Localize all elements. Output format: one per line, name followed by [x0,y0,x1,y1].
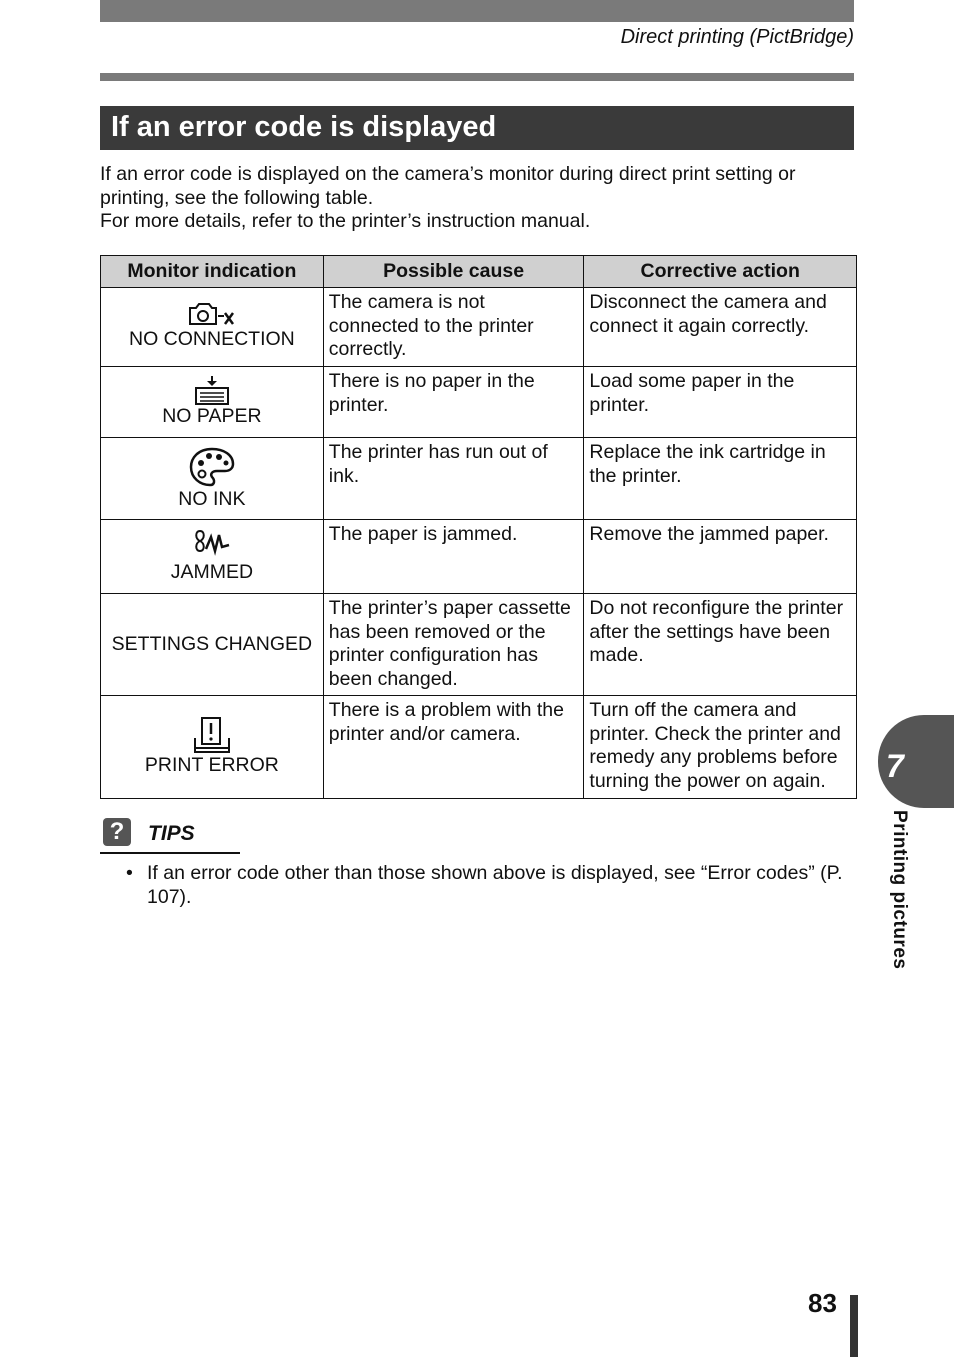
bullet-marker: • [126,862,133,884]
chapter-side-label: Printing pictures [889,810,910,970]
intro-text [100,163,860,234]
ink-palette-icon [188,446,236,488]
cause-cell: The camera is not connected to the printer correctly. [323,288,584,367]
table-row [101,438,857,520]
indication-label: NO PAPER [162,405,262,428]
paper-jam-icon [192,529,232,561]
monitor-indication-cell [101,520,324,594]
paper-tray-icon [192,375,232,405]
action-cell: Remove the jammed paper. [584,520,857,594]
tips-question-icon: ? [103,818,131,846]
monitor-indication-cell [101,594,324,696]
indication-label: SETTINGS CHANGED [111,632,313,655]
action-cell: Replace the ink cartridge in the printer. [584,438,857,520]
title-bar [100,106,854,150]
cause-cell: The printer has run out of ink. [323,438,584,520]
monitor-indication-cell [101,696,324,799]
action-cell: Do not reconfigure the printer after the settings have been made. [584,594,857,696]
camera-disconnected-icon [188,302,236,328]
chapter-number: 7 [886,748,904,784]
monitor-indication-cell [101,288,324,367]
section-label: Direct printing (PictBridge) [620,26,854,48]
page-number-bar [850,1295,858,1357]
action-cell: Disconnect the camera and connect it again correctly. [584,288,857,367]
printer-error-icon [192,716,232,754]
indication-label: JAMMED [170,560,254,583]
column-header: Possible cause [323,256,584,288]
header-top-bar [100,0,854,22]
cause-cell: There is a problem with the printer and/or camera. [323,696,584,799]
column-header: Corrective action [584,256,857,288]
monitor-indication-cell [101,438,324,520]
page-title: If an error code is displayed [111,111,497,143]
cause-cell: There is no paper in the printer. [323,367,584,438]
intro-paragraph-1: If an error code is displayed on the camera’s monitor during direct print setting or printing, see the following table. [100,163,796,209]
header-rule [100,73,854,81]
table-row [101,520,857,594]
intro-paragraph-2: For more details, refer to the printer’s instruction manual. [100,210,591,232]
tips-heading: TIPS [148,822,195,845]
monitor-indication-cell [101,367,324,438]
table-row [101,594,857,696]
error-code-table [100,255,857,799]
cause-cell: The paper is jammed. [323,520,584,594]
column-header: Monitor indication [101,256,324,288]
indication-label: NO CONNECTION [129,328,295,351]
tips-underline [100,852,240,854]
action-cell: Turn off the camera and printer. Check the printer and remedy any problems before turning the power on again. [584,696,857,799]
table-header-row [101,256,857,288]
tips-bullet-text: If an error code other than those shown above is displayed, see “Error codes” (P. 107). [147,862,843,908]
indication-label: PRINT ERROR [144,754,279,777]
action-cell: Load some paper in the printer. [584,367,857,438]
cause-cell: The printer’s paper cassette has been removed or the printer configuration has been changed. [323,594,584,696]
table-row [101,288,857,367]
table-row [101,696,857,799]
table-row [101,367,857,438]
page-number: 83 [808,1288,837,1318]
indication-label: NO INK [178,487,246,510]
